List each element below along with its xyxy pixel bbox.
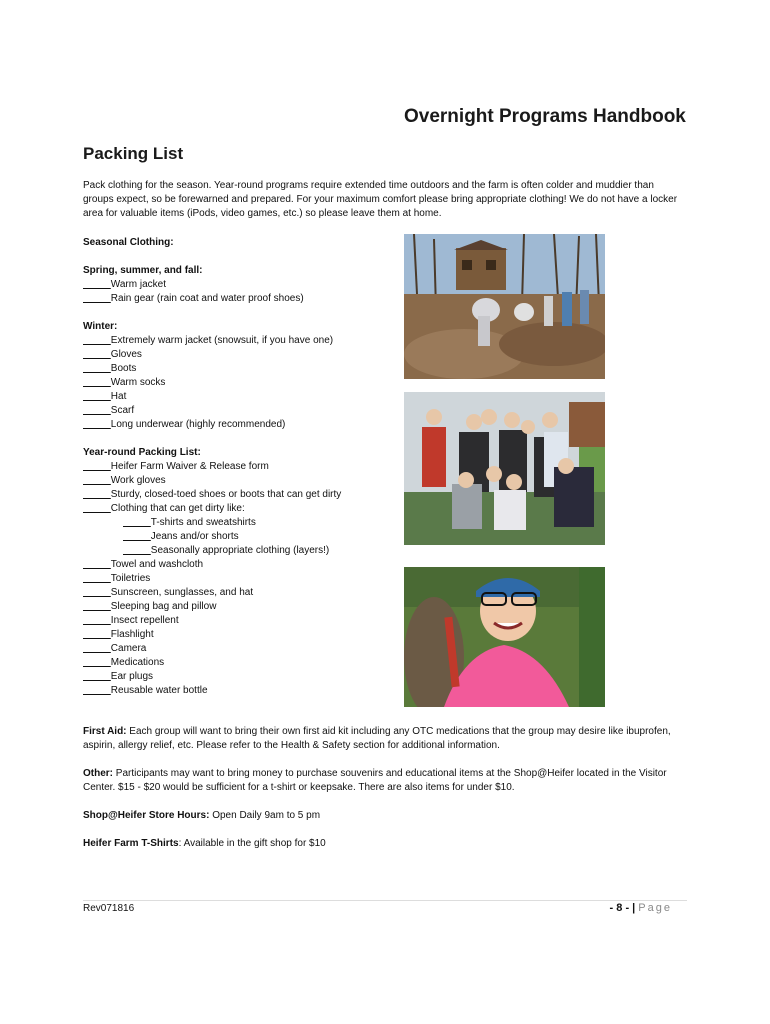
yearround-list-a bbox=[83, 460, 403, 516]
checklist-item bbox=[83, 558, 403, 572]
checklist-item-label: Hat bbox=[110, 391, 127, 402]
checkbox-blank bbox=[123, 517, 151, 528]
checklist-item-label: Flashlight bbox=[110, 629, 154, 640]
checklist-item-label: Scarf bbox=[110, 405, 135, 416]
other-note bbox=[83, 767, 693, 795]
checklist-item-label: Gloves bbox=[110, 349, 142, 360]
checklist-item bbox=[83, 502, 403, 516]
checklist-item-label: Warm jacket bbox=[110, 279, 166, 290]
checklist-item bbox=[83, 488, 403, 502]
checkbox-blank bbox=[83, 349, 111, 360]
checkbox-blank bbox=[83, 489, 111, 500]
checkbox-blank bbox=[83, 629, 111, 640]
checklist-item-label: Insect repellent bbox=[110, 615, 179, 626]
other-text: Participants may want to bring money to purchase souvenirs and educational items at the Shop@Heifer located in the Visitor Center. $15 - $20 would be sufficient for a t-shirt or keepsake. There are also items for under $10. bbox=[83, 768, 667, 793]
checklist-item-label: Jeans and/or shorts bbox=[150, 531, 239, 542]
checklist-item bbox=[83, 292, 403, 306]
checkbox-blank bbox=[123, 531, 151, 542]
winter-heading: Winter: bbox=[83, 321, 118, 332]
checkbox-blank bbox=[83, 475, 111, 486]
checkbox-blank bbox=[83, 461, 111, 472]
checklist-item-label: T-shirts and sweatshirts bbox=[150, 517, 256, 528]
yearround-sublist bbox=[83, 516, 403, 558]
checkbox-blank bbox=[83, 657, 111, 668]
farm-work-photo bbox=[404, 234, 605, 379]
checkbox-blank bbox=[83, 573, 111, 584]
checklist-item-label: Towel and washcloth bbox=[110, 559, 204, 570]
store-hours-text: Open Daily 9am to 5 pm bbox=[209, 810, 321, 821]
girl-portrait-photo bbox=[404, 567, 605, 707]
checklist-item bbox=[83, 334, 403, 348]
checklist-item-label: Sturdy, closed-toed shoes or boots that can get dirty bbox=[110, 489, 342, 500]
packing-list bbox=[83, 236, 403, 698]
checklist-item bbox=[83, 362, 403, 376]
first-aid-note bbox=[83, 725, 693, 753]
checkbox-blank bbox=[83, 587, 111, 598]
checklist-item bbox=[83, 572, 403, 586]
checklist-item bbox=[83, 628, 403, 642]
checklist-item bbox=[83, 460, 403, 474]
checklist-item-label: Sleeping bag and pillow bbox=[110, 601, 217, 612]
checklist-item-label: Sunscreen, sunglasses, and hat bbox=[110, 587, 254, 598]
checklist-item-label: Work gloves bbox=[110, 475, 166, 486]
checklist-item bbox=[83, 614, 403, 628]
checklist-item bbox=[83, 642, 403, 656]
checklist-item-label: Ear plugs bbox=[110, 671, 154, 682]
checklist-item bbox=[83, 348, 403, 362]
tshirts-note bbox=[83, 837, 693, 851]
spring-heading: Spring, summer, and fall: bbox=[83, 265, 203, 276]
checklist-item-label: Extremely warm jacket (snowsuit, if you have one) bbox=[110, 335, 334, 346]
checklist-item bbox=[83, 516, 403, 530]
checklist-item bbox=[83, 474, 403, 488]
checklist-item-label: Reusable water bottle bbox=[110, 685, 208, 696]
seasonal-heading: Seasonal Clothing: bbox=[83, 237, 174, 248]
checklist-item-label: Clothing that can get dirty like: bbox=[110, 503, 245, 514]
checklist-item-label: Rain gear (rain coat and water proof shoes) bbox=[110, 293, 304, 304]
yearround-heading: Year-round Packing List: bbox=[83, 447, 201, 458]
tshirts-label: Heifer Farm T-Shirts bbox=[83, 838, 179, 849]
checklist-item bbox=[83, 670, 403, 684]
first-aid-label: First Aid: bbox=[83, 726, 127, 737]
other-label: Other: bbox=[83, 768, 113, 779]
checkbox-blank bbox=[83, 685, 111, 696]
checkbox-blank bbox=[83, 643, 111, 654]
checkbox-blank bbox=[83, 405, 111, 416]
checklist-item bbox=[83, 600, 403, 614]
checkbox-blank bbox=[83, 363, 111, 374]
checklist-item bbox=[83, 586, 403, 600]
checklist-item bbox=[83, 404, 403, 418]
checkbox-blank bbox=[83, 671, 111, 682]
checklist-item bbox=[83, 530, 403, 544]
group-photo bbox=[404, 392, 605, 545]
checkbox-blank bbox=[83, 391, 111, 402]
checklist-item bbox=[83, 544, 403, 558]
checklist-item bbox=[83, 684, 403, 698]
checklist-item bbox=[83, 390, 403, 404]
checklist-item-label: Toiletries bbox=[110, 573, 151, 584]
checkbox-blank bbox=[83, 419, 111, 430]
checkbox-blank bbox=[83, 279, 111, 290]
section-title: Packing List bbox=[83, 144, 184, 163]
intro-paragraph: Pack clothing for the season. Year-round programs require extended time outdoors and the farm is often colder and muddier than groups expect, so be forewarned and prepared. For your maximum comfort please bring appropriate clothing! We do not have a locker area for valuable items (iPods, video games, etc.) so please leave them at home. bbox=[83, 180, 678, 219]
footer-divider bbox=[83, 900, 687, 901]
page-number bbox=[610, 902, 672, 914]
checkbox-blank bbox=[83, 601, 111, 612]
tshirts-text: : Available in the gift shop for $10 bbox=[178, 838, 326, 849]
checklist-item-label: Camera bbox=[110, 643, 147, 654]
checkbox-blank bbox=[83, 293, 111, 304]
page-number-value: - 8 - | bbox=[609, 902, 639, 914]
checkbox-blank bbox=[83, 335, 111, 346]
checklist-item-label: Long underwear (highly recommended) bbox=[110, 419, 286, 430]
checkbox-blank bbox=[83, 559, 111, 570]
checklist-item-label: Warm socks bbox=[110, 377, 166, 388]
checklist-item-label: Medications bbox=[110, 657, 165, 668]
checklist-item bbox=[83, 656, 403, 670]
checkbox-blank bbox=[83, 377, 111, 388]
winter-list bbox=[83, 334, 403, 432]
page-word: Page bbox=[638, 902, 672, 914]
yearround-list-b bbox=[83, 558, 403, 698]
checklist-item-label: Boots bbox=[110, 363, 137, 374]
store-hours-note bbox=[83, 809, 693, 823]
revision-code: Rev071816 bbox=[83, 903, 135, 914]
checklist-item bbox=[83, 418, 403, 432]
checklist-item bbox=[83, 278, 403, 292]
checkbox-blank bbox=[83, 503, 111, 514]
checkbox-blank bbox=[83, 615, 111, 626]
page-title: Overnight Programs Handbook bbox=[404, 106, 686, 127]
checklist-item-label: Seasonally appropriate clothing (layers!) bbox=[150, 545, 330, 556]
spring-list bbox=[83, 278, 403, 306]
first-aid-text: Each group will want to bring their own first aid kit including any OTC medications that the group may desire like ibuprofen, aspirin, allergy relief, etc. Please refer to the Health & Safety section for additional information. bbox=[83, 726, 671, 751]
checklist-item bbox=[83, 376, 403, 390]
checkbox-blank bbox=[123, 545, 151, 556]
checklist-item-label: Heifer Farm Waiver & Release form bbox=[110, 461, 269, 472]
store-hours-label: Shop@Heifer Store Hours: bbox=[83, 810, 210, 821]
